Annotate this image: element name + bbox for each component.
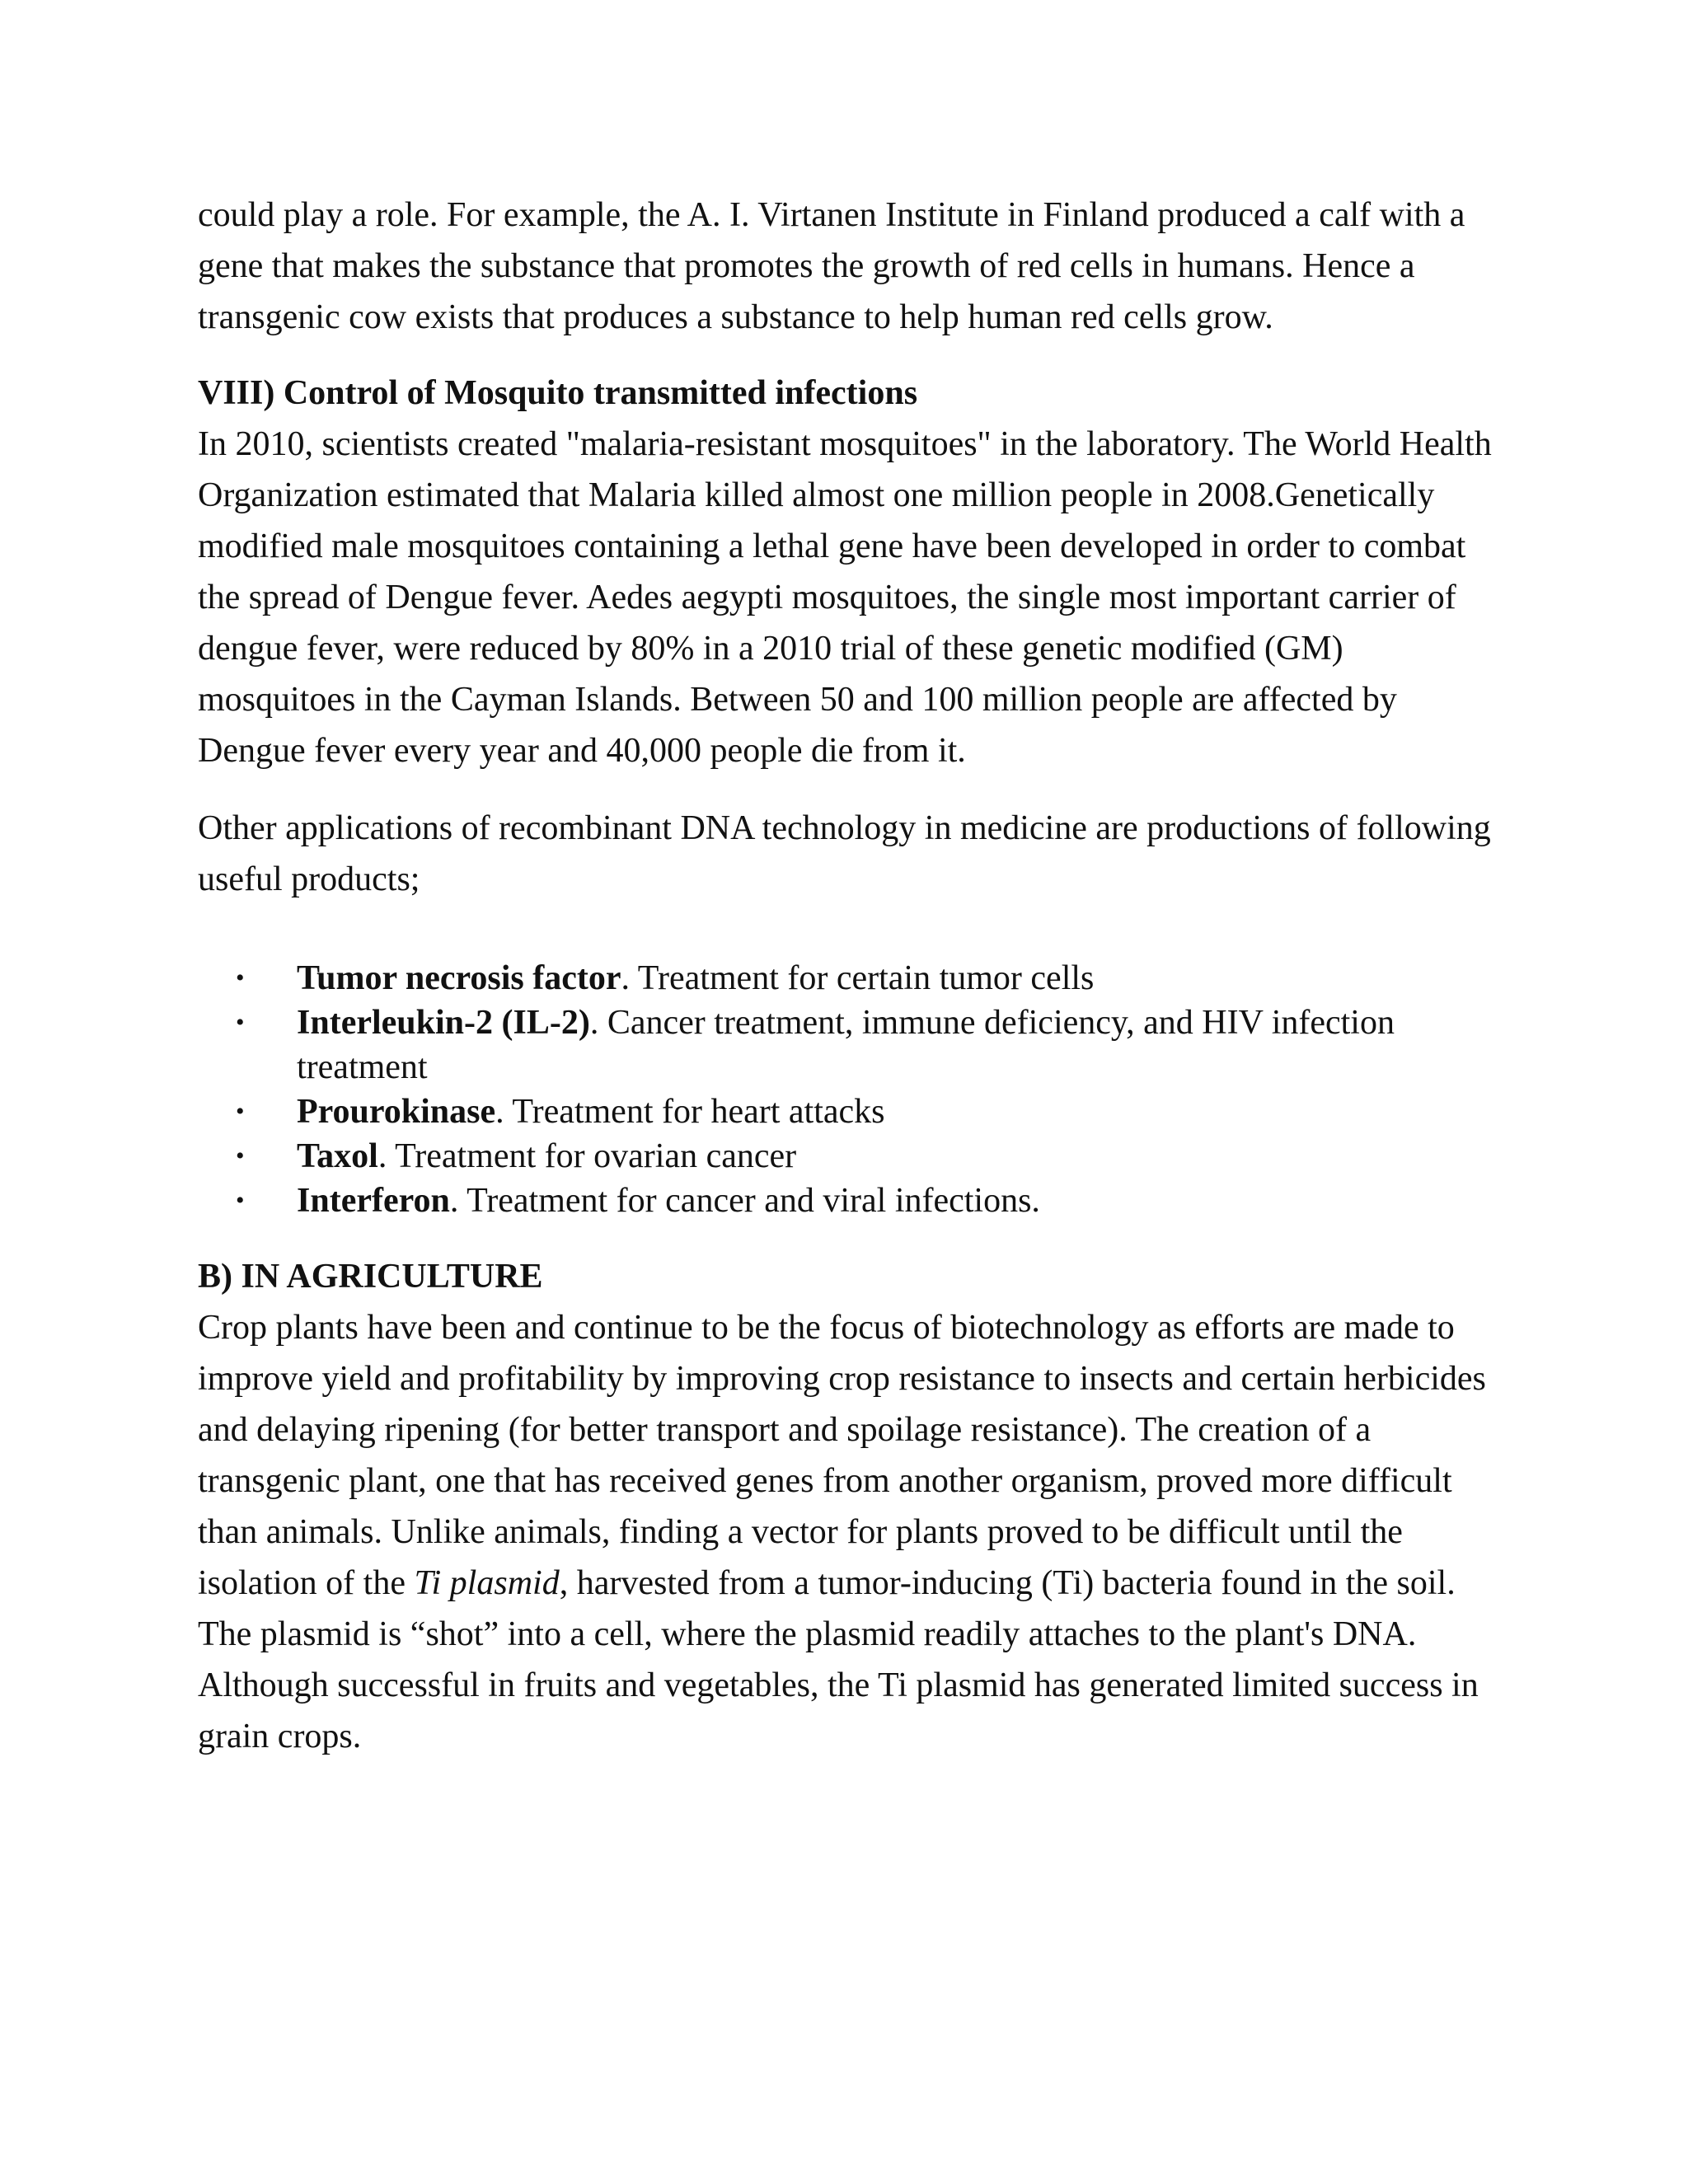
bullet-icon: •: [236, 1009, 245, 1036]
section-b-heading: B) IN AGRICULTURE: [198, 1258, 543, 1296]
product-name: Prourokinase: [297, 1093, 496, 1131]
product-description: . Treatment for heart attacks: [495, 1093, 885, 1131]
bullet-icon: •: [236, 1098, 245, 1125]
other-applications-paragraph: Other applications of recombinant DNA technology in medicine are productions of following useful products;: [198, 809, 1491, 898]
list-item: [198, 1179, 1500, 1223]
list-item: [198, 1090, 1500, 1134]
bullet-icon: •: [236, 964, 245, 991]
product-description: . Treatment for ovarian cancer: [377, 1137, 797, 1175]
intro-paragraph: could play a role. For example, the A. I. Virtanen Institute in Finland produced a calf with a gene that makes the substance that promotes the growth of red cells in humans. Hence a transgenic cow exists that produces a substance to help human red cells grow.: [198, 196, 1465, 336]
bullet-icon: •: [236, 1142, 245, 1169]
list-item: [198, 1134, 1500, 1179]
bullet-icon: •: [236, 1187, 245, 1214]
section-viii-body: In 2010, scientists created "malaria-resistant mosquitoes" in the laboratory. The World Health Organization estimated that Malaria killed almost one million people in 2008.Genetically modified male mosquitoes containing a lethal gene have been developed in order to combat the spread of Dengue fever. Aedes aegypti mosquitoes, the single most important carrier of dengue fever, were reduced by 80% in a 2010 trial of these genetic modified (GM) mosquitoes in the Cayman Islands. Between 50 and 100 million people are affected by Dengue fever every year and 40,000 people die from it.: [198, 425, 1492, 770]
section-viii-heading: VIII) Control of Mosquito transmitted infections: [198, 374, 918, 412]
product-name: Interferon: [297, 1182, 450, 1220]
section-b-body: [198, 1302, 1500, 1762]
ti-plasmid-term: Ti plasmid: [414, 1564, 560, 1602]
product-description: . Cancer treatment, immune deficiency, and HIV infection treatment: [297, 1004, 1395, 1086]
section-b-text-start: Crop plants have been and continue to be the focus of biotechnology as efforts are made to improve yield and profitability by improving crop resistance to insects and certain herbicides and delaying ripening (for better transport and spoilage resistance). The creation of a transgenic plant, one that has received genes from another organism, proved more difficult than animals. Unlike animals, finding a vector for plants proved to be difficult until the isolation of the: [198, 1309, 1486, 1602]
list-item: [198, 956, 1500, 1001]
products-list: [198, 956, 1500, 1223]
product-name: Taxol: [297, 1137, 378, 1175]
product-name: Interleukin-2 (IL-2): [297, 1004, 590, 1042]
product-description: . Treatment for cancer and viral infections.: [449, 1182, 1040, 1220]
product-name: Tumor necrosis factor: [297, 959, 621, 997]
product-description: . Treatment for certain tumor cells: [621, 959, 1095, 997]
list-item: [198, 1001, 1500, 1090]
document-page: [198, 190, 1500, 1762]
section-b-text-end: , harvested from a tumor-inducing (Ti) bacteria found in the soil. The plasmid is “shot” into a cell, where the plasmid readily attaches to the plant's DNA. Although successful in fruits and vegetables, the Ti plasmid has generated limited success in grain crops.: [198, 1564, 1479, 1755]
